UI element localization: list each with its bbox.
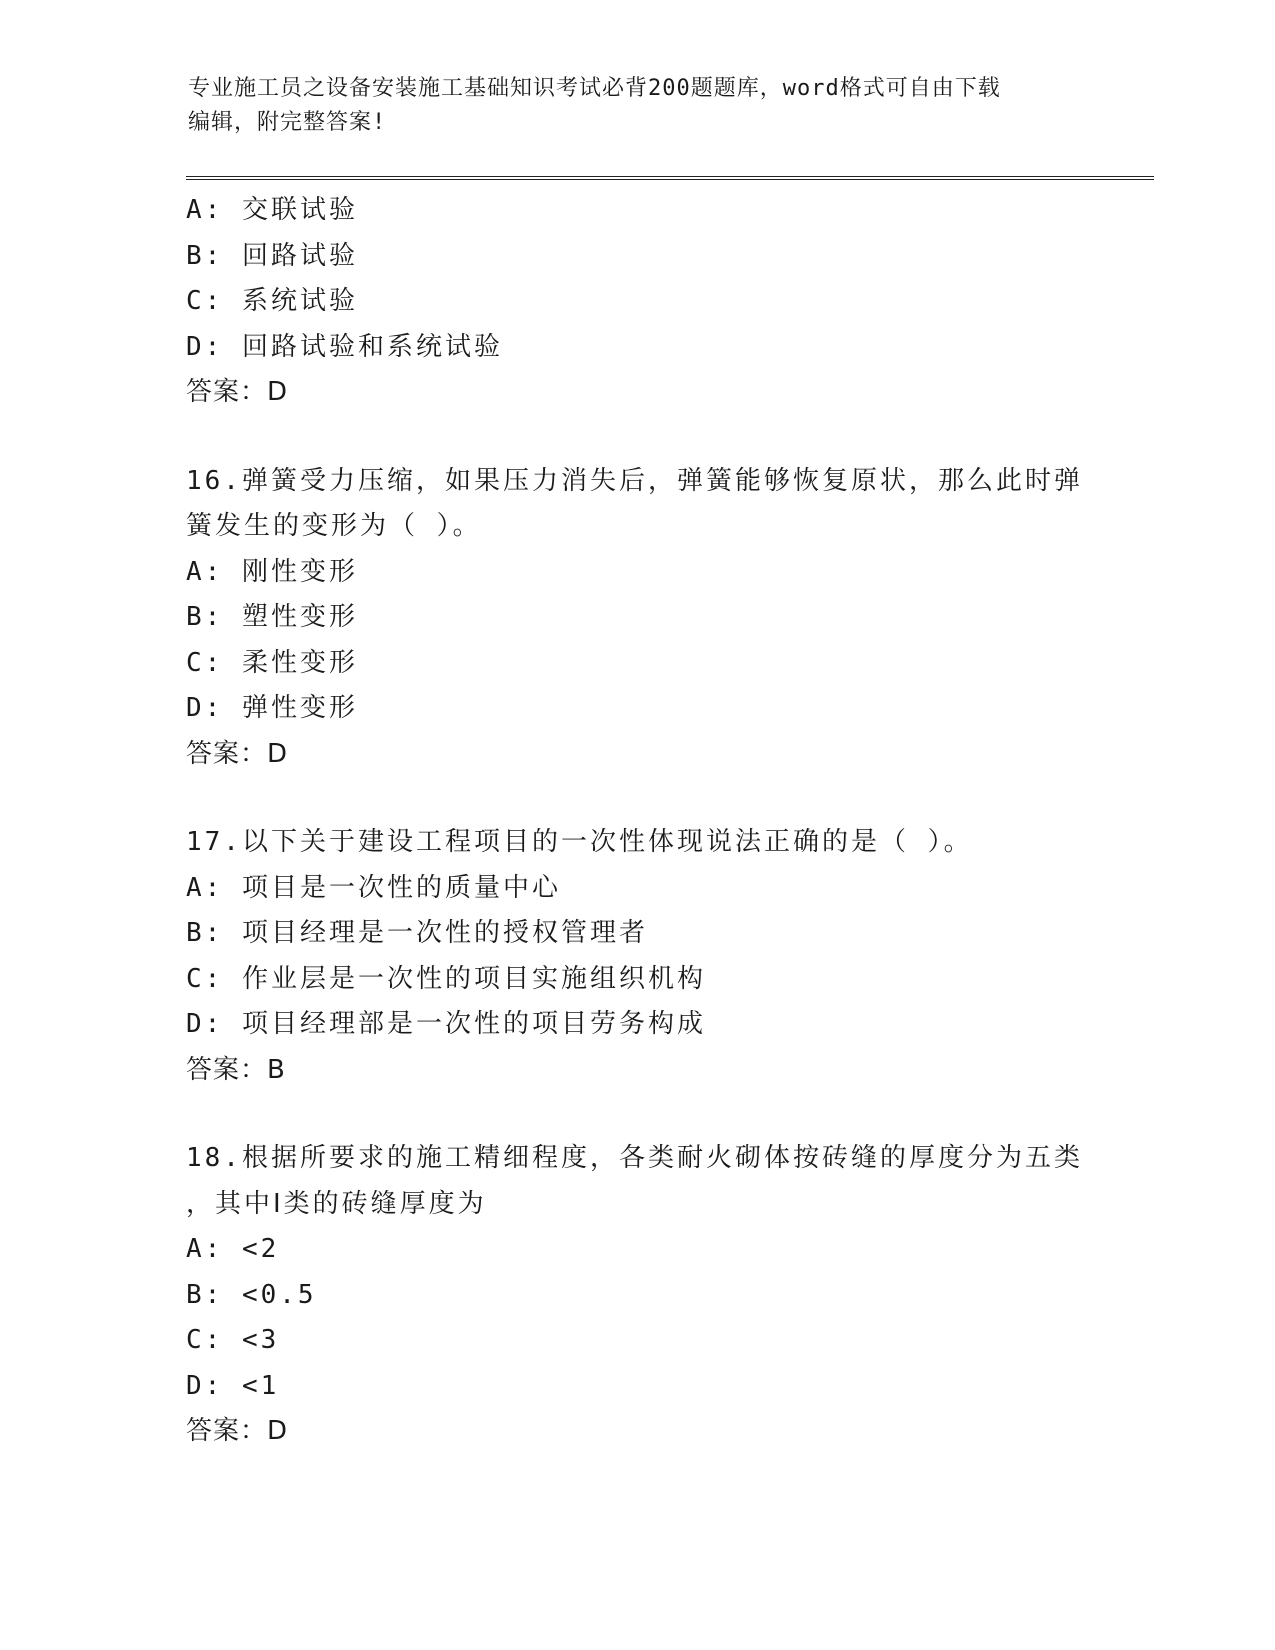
option-c: C: 柔性变形 [186, 647, 358, 678]
question-stem-line-2: 簧发生的变形为（ ）。 [186, 511, 482, 541]
question-stem-line-1: 16.弹簧受力压缩，如果压力消失后，弹簧能够恢复原状，那么此时弹 [186, 465, 1083, 496]
question-gap [186, 777, 1086, 820]
answer-line: 答案：B [186, 1054, 286, 1085]
answer-line: 答案：D [186, 377, 289, 407]
option-b: B: 回路试验 [186, 240, 358, 271]
option-a: A: 交联试验 [186, 195, 358, 225]
option-c: C: 系统试验 [186, 286, 358, 316]
option-a: A: <2 [186, 1234, 280, 1264]
question-18 [186, 1136, 1086, 1455]
answer-line: 答案：D [186, 738, 289, 769]
question-stem-line-1: 18.根据所要求的施工精细程度，各类耐火砌体按砖缝的厚度分为五类 [186, 1143, 1083, 1173]
option-d: D: 弹性变形 [186, 693, 358, 723]
question-stem-line-2: ，其中Ⅰ类的砖缝厚度为 [186, 1188, 487, 1219]
option-c: C: <3 [186, 1325, 280, 1355]
question-15 [186, 188, 1086, 416]
question-gap [186, 1093, 1086, 1136]
document-header [188, 72, 1068, 140]
option-d: D: 回路试验和系统试验 [186, 331, 503, 362]
option-d: D: 项目经理部是一次性的项目劳务构成 [186, 1009, 706, 1039]
option-a: A: 刚性变形 [186, 556, 358, 587]
question-17 [186, 820, 1086, 1093]
header-title-line-1: 专业施工员之设备安装施工基础知识考试必背200题题库，word格式可自由下载 [188, 76, 1001, 101]
option-d: D: <1 [186, 1370, 280, 1401]
question-16 [186, 459, 1086, 778]
option-b: B: 塑性变形 [186, 602, 358, 632]
header-title-line-2: 编辑，附完整答案! [188, 110, 387, 135]
option-c: C: 作业层是一次性的项目实施组织机构 [186, 963, 706, 994]
question-stem-line-1: 17.以下关于建设工程项目的一次性体现说法正确的是（ ）。 [186, 827, 973, 857]
option-b: B: <0.5 [186, 1279, 317, 1310]
option-a: A: 项目是一次性的质量中心 [186, 872, 561, 903]
question-gap [186, 416, 1086, 459]
question-list [186, 188, 1086, 1455]
answer-line: 答案：D [186, 1416, 289, 1446]
option-b: B: 项目经理是一次性的授权管理者 [186, 918, 648, 948]
header-divider [186, 176, 1154, 180]
